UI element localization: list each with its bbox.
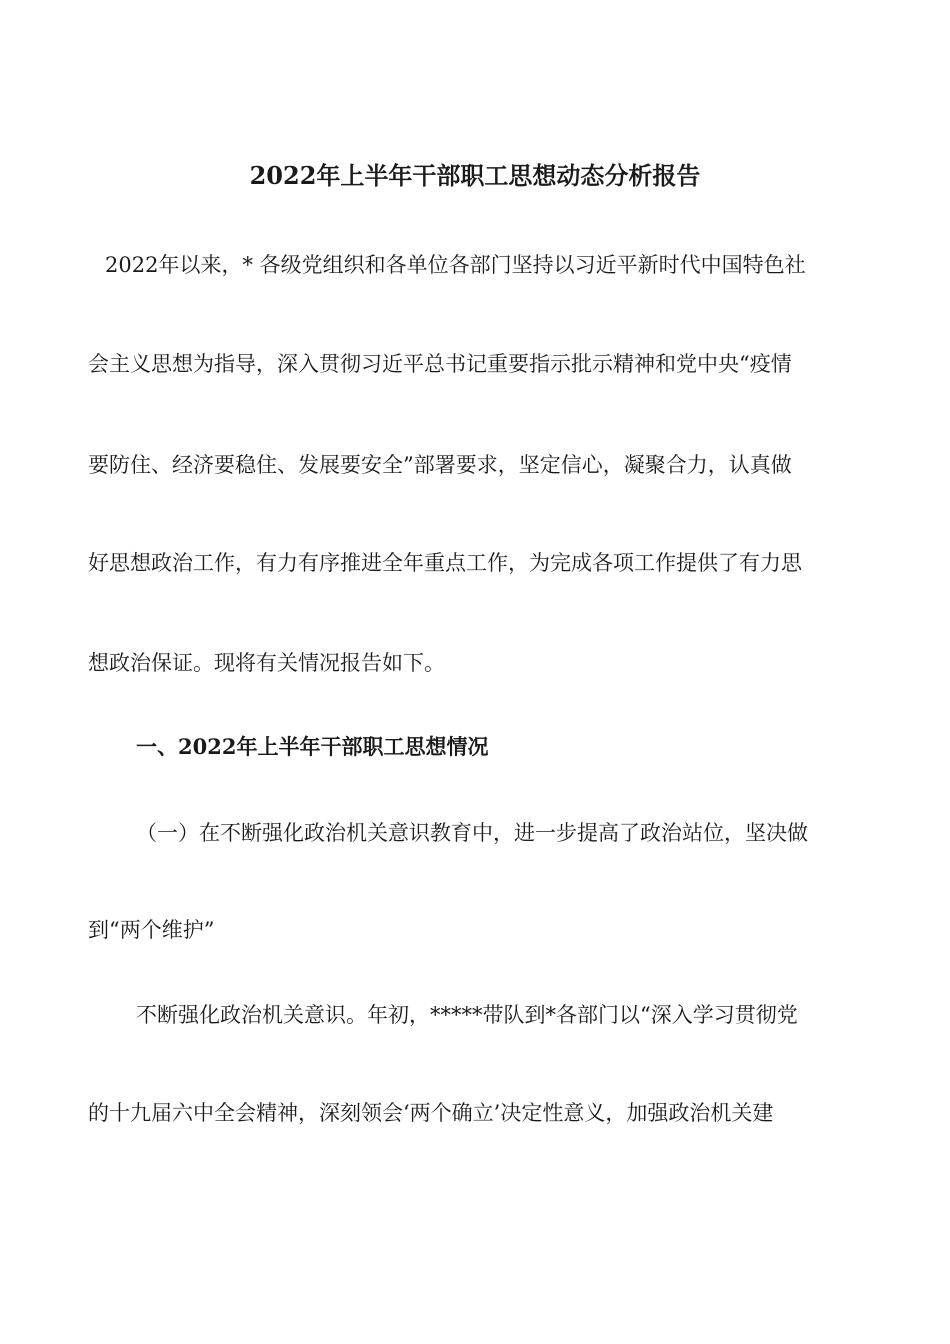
body-line-2: 的十九届六中全会精神，深刻领会‘两个确立’决定性意义，加强政治机关建: [88, 1101, 774, 1125]
subsection-line-2: 到“两个维护”: [88, 918, 215, 942]
intro-line-4: 好思想政治工作，有力有序推进全年重点工作，为完成各项工作提供了有力思: [88, 551, 802, 575]
subsection-line-1: （一）在不断强化政治机关意识教育中，进一步提高了政治站位，坚决做: [136, 821, 808, 845]
intro-line-5: 想政治保证。现将有关情况报告如下。: [88, 651, 445, 675]
body-line-1: 不断强化政治机关意识。年初，*****带队到*各部门以“深入学习贯彻党: [136, 1003, 798, 1027]
section-heading: 一、2022年上半年干部职工思想情况: [136, 734, 489, 759]
intro-line-3: 要防住、经济要稳住、发展要安全”部署要求，坚定信心，凝聚合力，认真做: [88, 453, 792, 477]
intro-line-2: 会主义思想为指导，深入贯彻习近平总书记重要指示批示精神和党中央“疫情: [88, 352, 792, 376]
intro-line-1: 2022年以来，* 各级党组织和各单位各部门坚持以习近平新时代中国特色社: [105, 253, 806, 277]
document-title: 2022年上半年干部职工思想动态分析报告: [249, 161, 701, 190]
